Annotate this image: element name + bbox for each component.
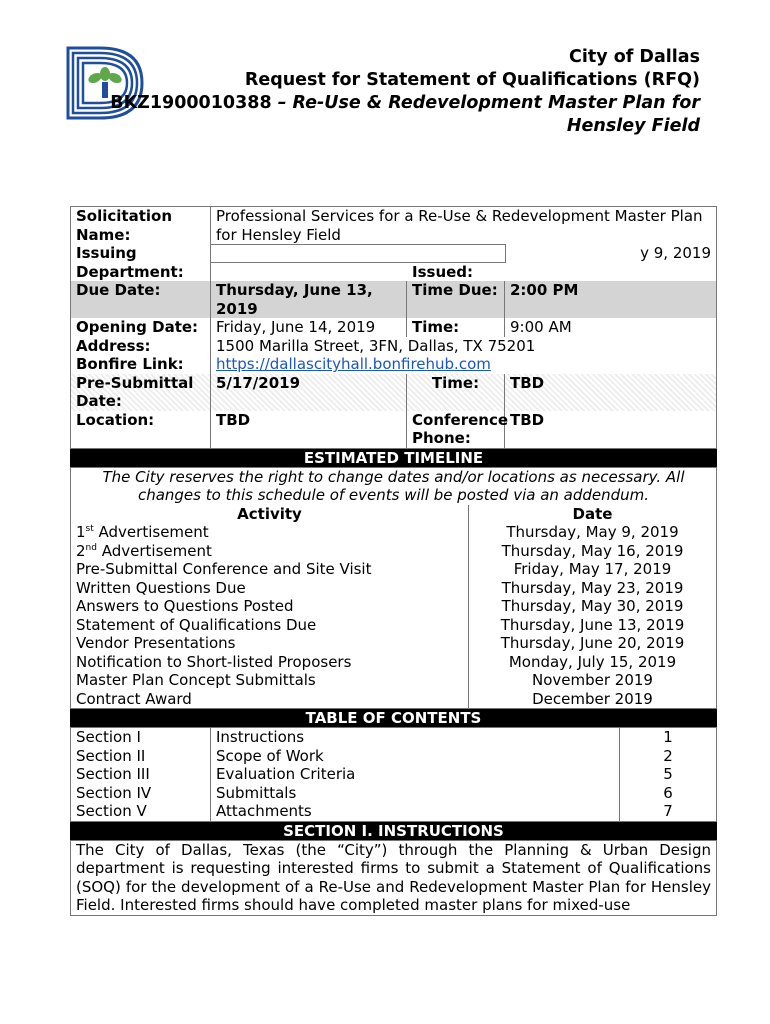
address-label: Address: bbox=[76, 336, 151, 355]
timeline-row bbox=[71, 671, 717, 690]
conference-phone-value: TBD bbox=[505, 411, 717, 449]
header-project-title: – Re-Use & Redevelopment Master Plan for bbox=[271, 93, 700, 113]
timeline-activity: Answers to Questions Posted bbox=[76, 597, 294, 615]
timeline-date: Thursday, June 20, 2019 bbox=[469, 634, 717, 653]
solicitation-info-table bbox=[70, 206, 717, 449]
due-date-value: Thursday, June 13, 2019 bbox=[211, 281, 407, 318]
toc-page: 1 bbox=[620, 728, 717, 747]
timeline-date: December 2019 bbox=[469, 690, 717, 709]
toc-name: Attachments bbox=[211, 802, 620, 821]
toc-name: Submittals bbox=[211, 784, 620, 803]
toc-page: 5 bbox=[620, 765, 717, 784]
solicitation-label: Solicitation Name: bbox=[76, 207, 173, 244]
toc-section: Section IV bbox=[76, 783, 152, 802]
presubmittal-time-value: TBD bbox=[505, 374, 717, 411]
timeline-activity: Pre-Submittal Conference and Site Visit bbox=[76, 560, 372, 578]
section-1-text: The City of Dallas, Texas (the “City”) through the Planning & Urban Design department is requesting interested firms to submit a Statement of Qualifications (SOQ) for the development of a Re-Use and Redevelopment Master Plan for Hensley Field. Interested firms should have completed master plans for mixed-use bbox=[70, 840, 717, 916]
timeline-row bbox=[71, 542, 717, 561]
toc-page: 2 bbox=[620, 747, 717, 766]
presubmittal-row bbox=[71, 374, 717, 411]
timeline-row bbox=[71, 597, 717, 616]
location-label: Location: bbox=[76, 410, 155, 429]
toc-row bbox=[71, 765, 717, 784]
toc-name: Evaluation Criteria bbox=[211, 765, 620, 784]
toc-section: Section V bbox=[76, 802, 147, 820]
opening-time-value: 9:00 AM bbox=[505, 318, 717, 337]
solicitation-value: Professional Services for a Re-Use & Redevelopment Master Plan for Hensley Field bbox=[211, 207, 717, 245]
timeline-row bbox=[71, 690, 717, 709]
timeline-activity: Master Plan Concept Submittals bbox=[76, 671, 316, 689]
timeline-date: Thursday, May 9, 2019 bbox=[469, 523, 717, 542]
header-rfq: Request for Statement of Qualifications (RFQ) bbox=[244, 70, 700, 90]
timeline-title: ESTIMATED TIMELINE bbox=[70, 449, 717, 467]
header-city: City of Dallas bbox=[569, 47, 700, 67]
time-due-value: 2:00 PM bbox=[505, 281, 717, 318]
solicitation-row bbox=[71, 207, 717, 245]
timeline-date: Friday, May 17, 2019 bbox=[469, 560, 717, 579]
toc-name: Scope of Work bbox=[211, 747, 620, 766]
timeline-row bbox=[71, 634, 717, 653]
header-project-title-cont: Hensley Field bbox=[566, 116, 700, 136]
timeline-activity: Contract Award bbox=[76, 689, 192, 708]
toc-row bbox=[71, 802, 717, 821]
timeline-row bbox=[71, 616, 717, 635]
toc-row bbox=[71, 728, 717, 747]
timeline-date: Thursday, May 30, 2019 bbox=[469, 597, 717, 616]
timeline-activity: Notification to Short-listed Proposers bbox=[76, 652, 352, 671]
opening-row bbox=[71, 318, 717, 337]
toc-title: TABLE OF CONTENTS bbox=[70, 709, 717, 727]
toc-page: 6 bbox=[620, 784, 717, 803]
conference-phone-label: Conference Phone: bbox=[407, 411, 505, 449]
opening-value: Friday, June 14, 2019 bbox=[211, 318, 407, 337]
timeline-row bbox=[71, 579, 717, 598]
header-project bbox=[110, 92, 700, 115]
rfq-document-body bbox=[70, 206, 717, 916]
address-row bbox=[71, 337, 717, 356]
due-date-row bbox=[71, 281, 717, 318]
toc-page: 7 bbox=[620, 802, 717, 821]
toc-section: Section III bbox=[76, 765, 150, 783]
presubmittal-value: 5/17/2019 bbox=[211, 374, 407, 411]
timeline-date: November 2019 bbox=[469, 671, 717, 690]
timeline-date: Monday, July 15, 2019 bbox=[469, 653, 717, 672]
opening-time-label: Time: bbox=[407, 318, 505, 337]
timeline-note: The City reserves the right to change dates and/or locations as necessary. All changes to this schedule of events will be posted via an addendum. bbox=[102, 467, 685, 504]
timeline-activity: 2nd Advertisement bbox=[76, 541, 212, 560]
timeline-activity: 1st Advertisement bbox=[76, 523, 209, 541]
bonfire-label: Bonfire Link: bbox=[76, 355, 184, 373]
bonfire-row bbox=[71, 355, 717, 374]
timeline-row bbox=[71, 560, 717, 579]
due-date-label: Due Date: bbox=[71, 281, 211, 318]
issued-date-fragment: y 9, 2019 bbox=[640, 244, 711, 262]
bonfire-link[interactable]: https://dallascityhall.bonfirehub.com bbox=[216, 355, 491, 373]
presubmittal-label: Pre-Submittal Date: bbox=[76, 373, 194, 410]
timeline-row bbox=[71, 523, 717, 542]
toc-section: Section I bbox=[76, 728, 141, 746]
issuing-row bbox=[71, 244, 717, 281]
location-value: TBD bbox=[211, 411, 407, 449]
toc-row bbox=[71, 784, 717, 803]
issuing-label: Issuing Department: bbox=[76, 244, 184, 281]
header-code: BKZ1900010388 bbox=[110, 93, 272, 113]
location-row bbox=[71, 411, 717, 449]
timeline-date: Thursday, May 16, 2019 bbox=[469, 542, 717, 561]
section-1-title: SECTION I. INSTRUCTIONS bbox=[70, 822, 717, 840]
timeline-activity: Statement of Qualifications Due bbox=[76, 615, 317, 634]
toc-name: Instructions bbox=[211, 728, 620, 747]
timeline-date: Thursday, May 23, 2019 bbox=[469, 579, 717, 598]
timeline-activity: Written Questions Due bbox=[76, 578, 246, 597]
document-header bbox=[110, 46, 700, 138]
time-due-label-text: Time Due: bbox=[412, 281, 498, 299]
time-due-label bbox=[407, 262, 505, 318]
presubmittal-time-label: Time: bbox=[407, 374, 505, 411]
timeline-activity: Vendor Presentations bbox=[76, 634, 236, 652]
timeline-col-date: Date bbox=[469, 505, 717, 524]
issuing-department-field bbox=[211, 244, 506, 263]
timeline-col-activity: Activity bbox=[237, 504, 302, 523]
opening-label: Opening Date: bbox=[76, 318, 199, 336]
timeline-row bbox=[71, 653, 717, 672]
issued-label: Issued: bbox=[407, 263, 504, 282]
timeline-table bbox=[70, 467, 717, 710]
address-value: 1500 Marilla Street, 3FN, Dallas, TX 75201 bbox=[211, 337, 717, 356]
timeline-date: Thursday, June 13, 2019 bbox=[469, 616, 717, 635]
toc-section: Section II bbox=[76, 746, 146, 765]
toc-table bbox=[70, 727, 717, 822]
toc-row bbox=[71, 747, 717, 766]
